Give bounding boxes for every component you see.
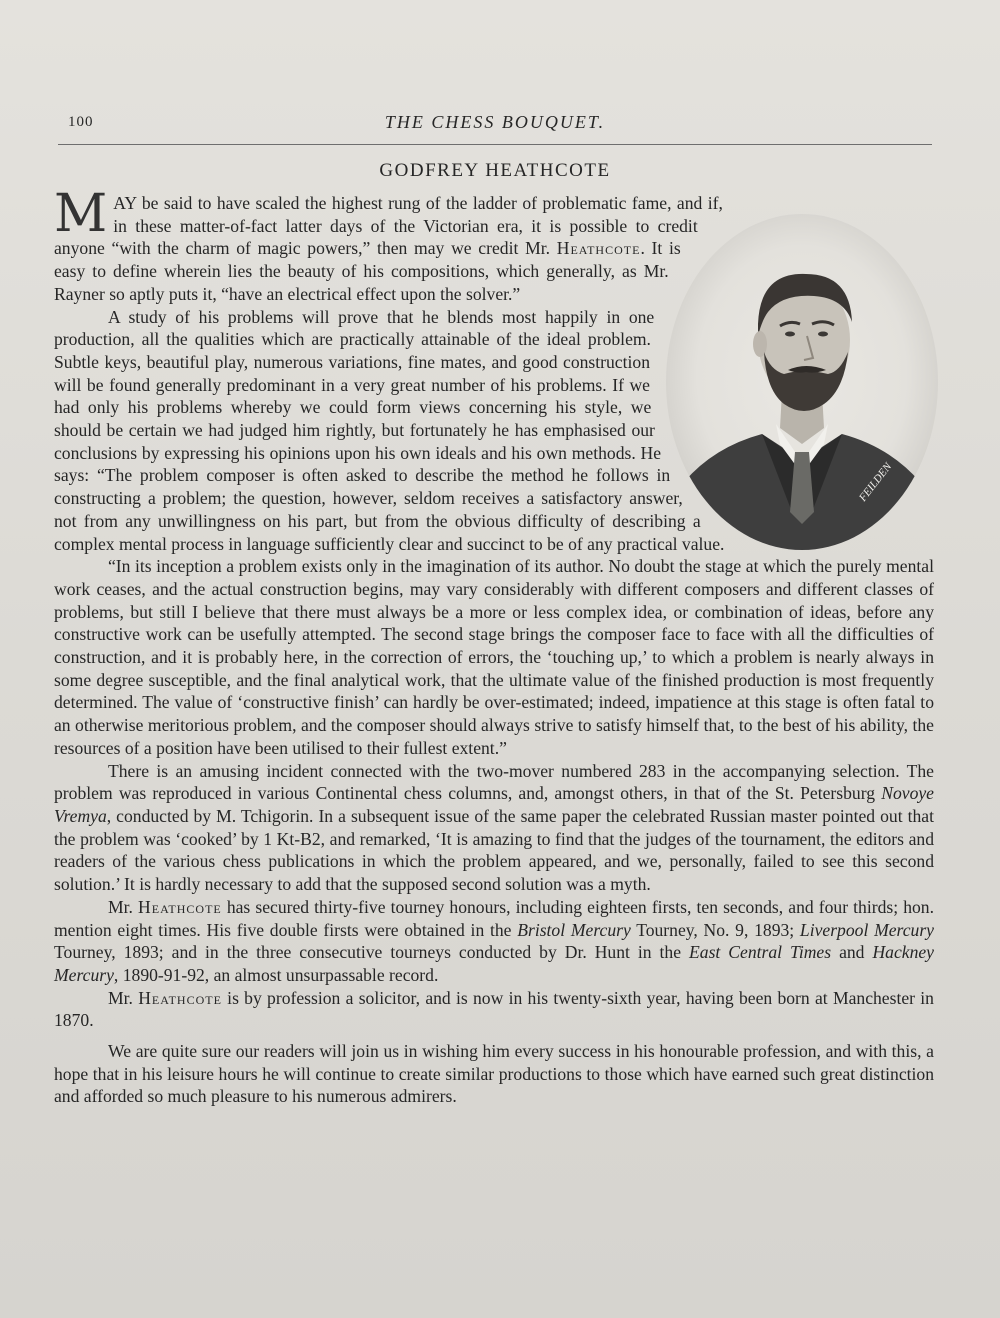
name-smallcaps: Heathcote bbox=[138, 896, 222, 917]
text-run: , conducted by M. Tchigorin. In a subsequent issue of the same paper the celebrated Russian master pointed out that the problem was ‘cooked’ by 1 Kt-B2, and remarked, ‘It is amazing to find that the judges of the tournament, the editors and readers of the various chess publications in which the problem appeared, and we, personally, failed to see this second solution.’ It is hardly necessary to add that the supposed second solution was a myth. bbox=[54, 805, 934, 895]
publication-name: Bristol Mercury bbox=[517, 919, 631, 940]
text-run: and bbox=[831, 942, 873, 963]
name-smallcaps: Heathcote bbox=[138, 987, 222, 1008]
article-title: GODFREY HEATHCOTE bbox=[379, 160, 611, 181]
text-run: has secured thirty-five tourney honours, including eighteen firsts, ten seconds, and four thirds; hon. mention eight times. His five double firsts were obtained in the bbox=[54, 896, 934, 940]
page-number: 100 bbox=[68, 114, 94, 130]
text-run: , 1890-91-92, an almost unsurpassable record. bbox=[113, 964, 439, 985]
text-run: is by profession a solicitor, and is now in his twenty-sixth year, having been born at Manchester in 1870. bbox=[54, 987, 934, 1031]
paragraph-6 bbox=[54, 987, 934, 1032]
paragraph-2: A study of his problems will prove that he blends most happily in one production, all the qualities which are practically attainable of the ideal problem. Subtle keys, beautiful play, numerous variations, fine mates, and good construction will be found generally predominant in a very great number of his problems. If we had only his problems whereby we could form views concerning his style, we should be certain we had judged him rightly, but fortunately he has emphasised our conclusions by expressing his opinions upon his own ideals and his own methods. He says: “The problem composer is often asked to describe the method he follows in constructing a problem; the question, however, seldom receives a satisfactory answer, not from any unwillingness on his part, but from the obvious difficulty of describing a complex mental process in language sufficiently clear and succinct to be of any practical value. bbox=[54, 306, 725, 554]
text-run: Mr. bbox=[108, 987, 139, 1008]
article-body bbox=[54, 184, 934, 1108]
text-run: . It is easy to define wherein lies the beauty of his compositions, which generally, as Mr. Rayner so aptly puts it, “have an electrical effect upon the solver.” bbox=[54, 238, 681, 304]
publication-name: Hackney Mercury bbox=[54, 942, 934, 985]
header-rule bbox=[58, 144, 932, 145]
text-run: Tourney, No. 9, 1893; bbox=[630, 919, 800, 940]
publication-name: East Central Times bbox=[689, 942, 832, 963]
text-run: AY be said to have scaled the highest rung of the ladder of problematic fame, and if, in these matter-of-fact latter days of the Victorian era, it is possible to credit anyone “with the charm of magic powers,” then may we credit Mr. bbox=[54, 193, 723, 259]
portrait-photo bbox=[664, 212, 940, 552]
page-header bbox=[58, 108, 932, 138]
publication-name: Liverpool Mercury bbox=[799, 919, 934, 940]
portrait-photo-image bbox=[664, 212, 940, 552]
text-run: Mr. bbox=[108, 896, 139, 917]
drop-cap: M bbox=[54, 184, 108, 244]
paragraph-3: “In its inception a problem exists only in the imagination of its author. No doubt the stage at which the purely mental work ceases, and the actual construction begins, may vary considerably with different composers and different classes of problems, but still I believe that there must always be a more or less complex idea, or combination of ideas, before any constructive work can be usefully attempted. The second stage brings the composer face to face with all the difficulties of construction, and it is probably here, in the correction of errors, the ‘touching up,’ to which a problem is nearly always in some degree susceptible, and the final analytical work, that the ultimate value of the finished production is most frequently determined. The value of ‘constructive finish’ can hardly be over-estimated; indeed, impatience at this stage is often fatal to an otherwise meritorious problem, and the composer should always strive to satisfy himself that, to the best of his ability, the resources of a position have been utilised to their fullest extent.” bbox=[54, 556, 934, 758]
running-title: THE CHESS BOUQUET. bbox=[384, 112, 606, 132]
text-run: There is an amusing incident connected with the two-mover numbered 283 in the accompanying selection. The problem was reproduced in various Continental chess columns, and, amongst others, in that of the St. Petersburg bbox=[54, 760, 934, 804]
publication-name: Novoye Vremya bbox=[54, 783, 934, 826]
paragraph-5 bbox=[54, 896, 934, 987]
paragraph-7: We are quite sure our readers will join us in wishing him every success in his honourable profession, and with this, a hope that in his leisure hours he will continue to create similar productions to those which have earned such great distinction and afforded so much pleasure to his numerous admirers. bbox=[54, 1041, 934, 1107]
paragraph-4 bbox=[54, 760, 934, 896]
text-run: Tourney, 1893; and in the three consecutive tourneys conducted by Dr. Hunt in the bbox=[54, 942, 690, 963]
portrait-signature: FEILDEN bbox=[856, 460, 895, 504]
name-smallcaps: Heathcote bbox=[556, 238, 641, 259]
